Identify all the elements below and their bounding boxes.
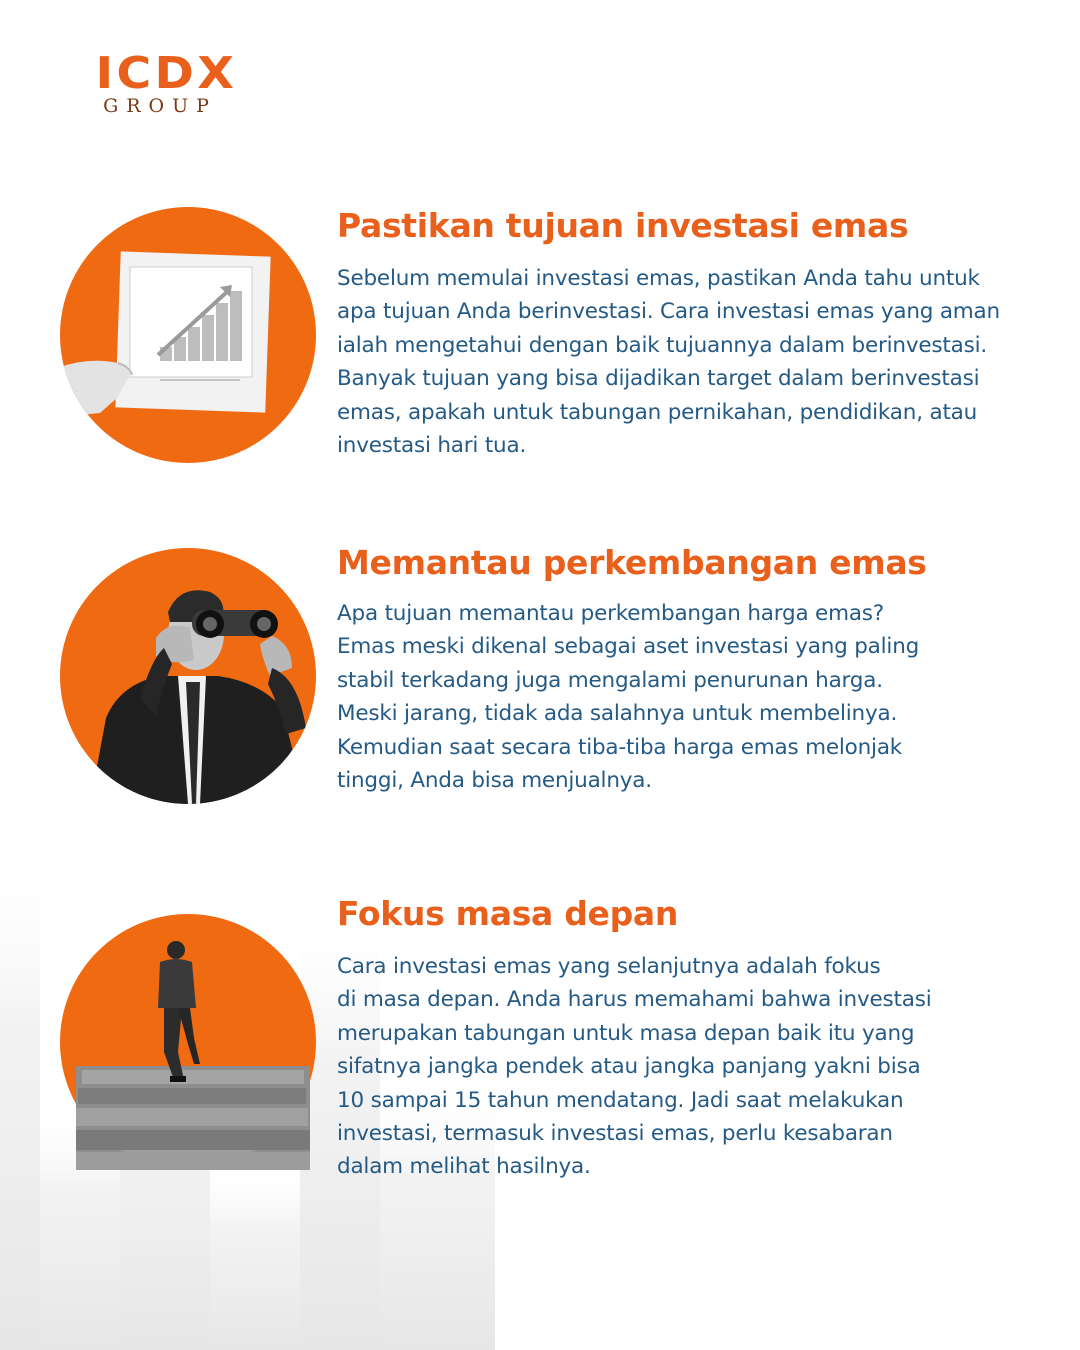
- man-climbing-stairs-icon: [60, 914, 316, 1170]
- body-line: Kemudian saat secara tiba-tiba harga emas melonjak: [337, 734, 903, 760]
- body-line: apa tujuan Anda berinvestasi. Cara investasi emas yang aman: [337, 299, 1000, 325]
- body-line: Cara investasi emas yang selanjutnya adalah fokus: [337, 954, 881, 979]
- logo-subtitle: GROUP: [103, 95, 217, 117]
- logo-wordmark: ICDX: [95, 48, 238, 99]
- body-line: emas, apakah untuk tabungan pernikahan, pendidikan, atau: [337, 399, 978, 425]
- section-title: Pastikan tujuan investasi emas: [337, 206, 909, 245]
- body-line: 10 sampai 15 tahun mendatang. Jadi saat melakukan: [337, 1087, 904, 1113]
- body-line: stabil terkadang juga mengalami penurunan harga.: [337, 667, 883, 693]
- section-body: [337, 950, 932, 1184]
- section-body: [337, 262, 1000, 462]
- growth-chart-paper-icon: [60, 207, 316, 463]
- body-line: Meski jarang, tidak ada salahnya untuk membelinya.: [337, 701, 898, 727]
- body-line: merupakan tabungan untuk masa depan baik itu yang: [337, 1020, 915, 1046]
- section-title: Memantau perkembangan emas: [337, 543, 927, 582]
- man-with-binoculars-icon: [60, 548, 316, 804]
- body-line: investasi hari tua.: [337, 433, 527, 459]
- body-line: Emas meski dikenal sebagai aset investasi yang paling: [337, 634, 920, 660]
- section-title: Fokus masa depan: [337, 894, 679, 933]
- body-line: dalam melihat hasilnya.: [337, 1154, 591, 1180]
- body-line: Apa tujuan memantau perkembangan harga emas?: [337, 601, 885, 626]
- body-line: investasi, termasuk investasi emas, perlu kesabaran: [337, 1121, 893, 1147]
- body-line: Banyak tujuan yang bisa dijadikan target dalam berinvestasi: [337, 366, 980, 392]
- body-line: di masa depan. Anda harus memahami bahwa investasi: [337, 987, 932, 1013]
- body-line: Sebelum memulai investasi emas, pastikan Anda tahu untuk: [337, 266, 980, 291]
- icdx-logo: [68, 48, 250, 120]
- body-line: sifatnya jangka pendek atau jangka panjang yakni bisa: [337, 1054, 921, 1080]
- section-body: [337, 597, 919, 797]
- body-line: ialah mengetahui dengan baik tujuannya dalam berinvestasi.: [337, 332, 988, 358]
- body-line: tinggi, Anda bisa menjualnya.: [337, 768, 652, 794]
